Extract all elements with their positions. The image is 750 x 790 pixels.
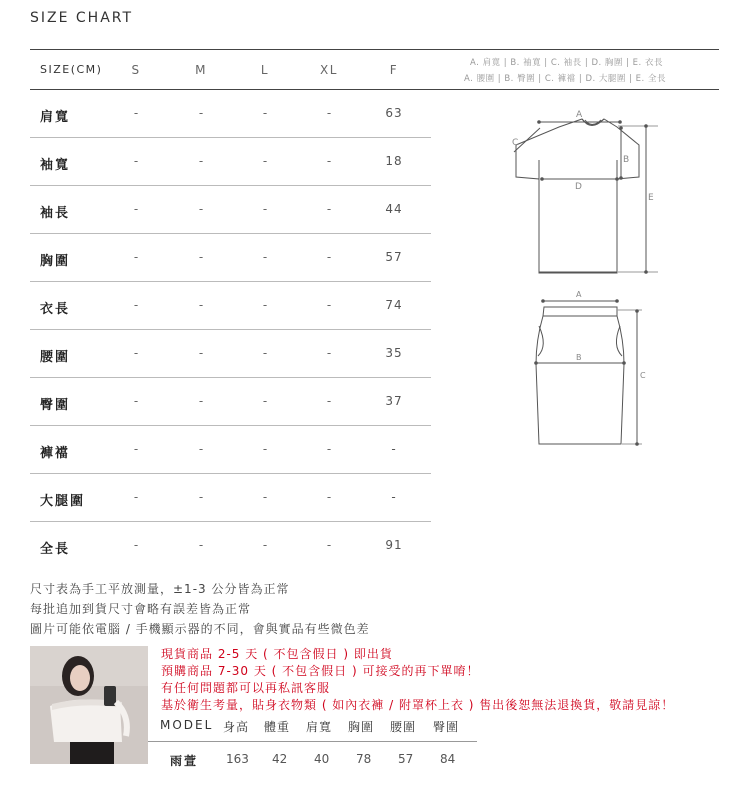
skirt-outline (536, 307, 624, 444)
size-col-s: S (131, 63, 141, 77)
diagram-label-e: E (648, 193, 654, 203)
cell-f: 63 (385, 106, 403, 120)
row-divider (30, 185, 431, 186)
model-val-waist: 57 (398, 752, 414, 766)
cell-m: - (198, 250, 204, 264)
row-divider (30, 473, 431, 474)
cell-f: 44 (385, 202, 403, 216)
model-photo (30, 646, 148, 764)
legend-bottom: A. 腰圍 | B. 臀圍 | C. 褲襠 | D. 大腿圍 | E. 全長 (464, 74, 666, 84)
size-col-xl: XL (320, 63, 338, 77)
size-col-f: F (389, 63, 399, 77)
cell-f: 74 (385, 298, 403, 312)
note-batch: 每批追加到貨尺寸會略有誤差皆為正常 (30, 602, 252, 616)
cell-s: - (133, 106, 139, 120)
diagram-label-a: A (576, 110, 583, 120)
model-val-height: 163 (226, 752, 249, 766)
cell-f: - (391, 442, 397, 456)
cell-m: - (198, 202, 204, 216)
row-divider (30, 233, 431, 234)
diagram-label-c: C (512, 138, 519, 148)
model-col-weight: 體重 (264, 720, 291, 734)
model-image (30, 646, 148, 764)
row-divider (30, 377, 431, 378)
row-label: 肩寬 (40, 110, 71, 125)
cell-s: - (133, 442, 139, 456)
cell-xl: - (326, 250, 332, 264)
size-col-l: L (260, 63, 270, 77)
model-val-weight: 42 (272, 752, 288, 766)
row-label: 腰圍 (40, 350, 71, 365)
model-header: MODEL (160, 718, 214, 732)
model-name: 雨萱 (170, 754, 199, 768)
policy-hygiene: 基於衛生考量，貼身衣物類 ( 如內衣褲 / 附罩杯上衣 ) 售出後恕無法退換貨，敬請見諒！ (161, 698, 675, 712)
cell-xl: - (326, 442, 332, 456)
row-divider (30, 521, 431, 522)
cell-l: - (262, 154, 268, 168)
page-title: SIZE CHART (30, 10, 134, 26)
row-label: 袖長 (40, 206, 71, 221)
model-col-hip: 臀圍 (433, 720, 460, 734)
skirt-label-b: B (576, 353, 582, 362)
row-divider (30, 329, 431, 330)
model-col-bust: 胸圍 (348, 720, 375, 734)
cell-l: - (262, 298, 268, 312)
model-val-hip: 84 (440, 752, 456, 766)
cell-xl: - (326, 394, 332, 408)
cell-s: - (133, 250, 139, 264)
row-label: 褲襠 (40, 446, 71, 461)
cell-l: - (262, 442, 268, 456)
cell-m: - (198, 490, 204, 504)
cell-l: - (262, 202, 268, 216)
diagram-label-d: D (575, 182, 582, 192)
skirt-label-a: A (576, 290, 582, 299)
cell-l: - (262, 250, 268, 264)
cell-m: - (198, 298, 204, 312)
cell-l: - (262, 538, 268, 552)
cell-s: - (133, 154, 139, 168)
cell-f: - (391, 490, 397, 504)
cell-xl: - (326, 490, 332, 504)
cell-f: 18 (385, 154, 403, 168)
cell-f: 37 (385, 394, 403, 408)
cell-m: - (198, 346, 204, 360)
note-color: 圖片可能依電腦 / 手機顯示器的不同，會與實品有些微色差 (30, 622, 370, 636)
cell-xl: - (326, 346, 332, 360)
cell-f: 91 (385, 538, 403, 552)
cell-f: 35 (385, 346, 403, 360)
cell-l: - (262, 394, 268, 408)
cell-m: - (198, 442, 204, 456)
row-divider (30, 281, 431, 282)
cell-m: - (198, 154, 204, 168)
cell-l: - (262, 490, 268, 504)
cell-m: - (198, 106, 204, 120)
cell-s: - (133, 298, 139, 312)
skirt-label-c: C (640, 371, 646, 380)
cell-xl: - (326, 154, 332, 168)
policy-preorder: 預購商品 7-30 天 ( 不包含假日 ) 可接受的再下單唷！ (161, 664, 480, 678)
model-col-waist: 腰圍 (390, 720, 417, 734)
note-measurement: 尺寸表為手工平放測量，±1-3 公分皆為正常 (30, 582, 290, 596)
cell-xl: - (326, 202, 332, 216)
cell-xl: - (326, 538, 332, 552)
cell-m: - (198, 394, 204, 408)
model-col-height: 身高 (223, 720, 250, 734)
row-divider (30, 425, 431, 426)
model-val-shoulder: 40 (314, 752, 330, 766)
table-header-divider (30, 89, 719, 90)
model-table-divider (148, 741, 477, 742)
row-label: 胸圍 (40, 254, 71, 269)
cell-l: - (262, 106, 268, 120)
row-label: 大腿圍 (40, 494, 86, 509)
cell-s: - (133, 346, 139, 360)
row-divider (30, 137, 431, 138)
row-label: 袖寬 (40, 158, 71, 173)
legend-top: A. 肩寬 | B. 袖寬 | C. 袖長 | D. 胸圍 | E. 衣長 (470, 58, 663, 68)
size-header-label: SIZE(CM) (40, 63, 103, 76)
diagram-label-b: B (623, 155, 630, 165)
cell-l: - (262, 346, 268, 360)
cell-s: - (133, 394, 139, 408)
model-col-shoulder: 肩寬 (306, 720, 333, 734)
table-top-divider (30, 49, 719, 50)
cell-s: - (133, 202, 139, 216)
row-label: 臀圍 (40, 398, 71, 413)
model-val-bust: 78 (356, 752, 372, 766)
garment-diagram (500, 100, 670, 450)
policy-in-stock: 現貨商品 2-5 天 ( 不包含假日 ) 即出貨 (161, 647, 393, 661)
cell-xl: - (326, 298, 332, 312)
size-col-m: M (195, 63, 207, 77)
cell-s: - (133, 538, 139, 552)
cell-m: - (198, 538, 204, 552)
policy-contact: 有任何問題都可以再私訊客服 (161, 681, 331, 695)
cell-f: 57 (385, 250, 403, 264)
cell-xl: - (326, 106, 332, 120)
row-label: 衣長 (40, 302, 71, 317)
cell-s: - (133, 490, 139, 504)
row-label: 全長 (40, 542, 71, 557)
